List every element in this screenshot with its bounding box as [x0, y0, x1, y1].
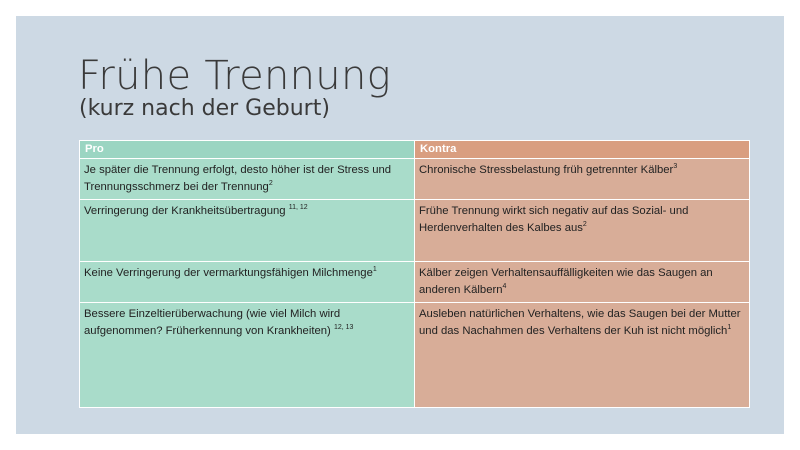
- pro-cell: [80, 303, 415, 408]
- slide-title: Frühe Trennung: [78, 53, 391, 99]
- cell-text: Keine Verringerung der vermarktungsfähigen Milchmenge: [84, 267, 373, 279]
- table-row: [80, 262, 750, 303]
- cell-text: Kälber zeigen Verhaltensauffälligkeiten wie das Saugen an anderen Kälbern: [419, 267, 713, 296]
- slide: [16, 16, 784, 434]
- header-contra: Kontra: [415, 141, 750, 159]
- cell-text: Verringerung der Krankheitsübertragung: [84, 205, 289, 217]
- cell-text: Bessere Einzeltierüberwachung (wie viel Milch wird aufgenommen? Früherkennung von Krankheiten): [84, 308, 341, 337]
- citation: 2: [268, 180, 273, 188]
- contra-cell: [415, 200, 750, 262]
- contra-cell: [415, 303, 750, 408]
- pro-contra-table: [79, 140, 750, 408]
- cell-text: Ausleben natürlichen Verhaltens, wie das Saugen bei der Mutter und das Nachahmen des Verhaltens der Kuh ist nicht möglich: [419, 308, 741, 337]
- pro-cell: [80, 262, 415, 303]
- citation: 1: [372, 266, 377, 274]
- cell-text: Chronische Stressbelastung früh getrennter Kälber: [419, 164, 674, 176]
- citation: 1: [727, 324, 732, 332]
- citation: 11, 12: [288, 204, 308, 212]
- contra-cell: [415, 262, 750, 303]
- citation: 12, 13: [333, 324, 354, 332]
- table-row: [80, 200, 750, 262]
- pro-cell: [80, 200, 415, 262]
- table-header-row: [80, 141, 750, 159]
- table-row: [80, 159, 750, 200]
- header-pro: Pro: [80, 141, 415, 159]
- citation: 4: [502, 283, 507, 291]
- pro-cell: [80, 159, 415, 200]
- citation: 3: [673, 163, 678, 171]
- cell-text: Frühe Trennung wirkt sich negativ auf das Sozial- und Herdenverhalten des Kalbes aus: [419, 205, 689, 234]
- slide-subtitle: (kurz nach der Geburt): [79, 96, 330, 121]
- table-row: [80, 303, 750, 408]
- citation: 2: [582, 221, 587, 229]
- cell-text: Je später die Trennung erfolgt, desto höher ist der Stress und Trennungsschmerz bei der Trennung: [84, 164, 392, 193]
- contra-cell: [415, 159, 750, 200]
